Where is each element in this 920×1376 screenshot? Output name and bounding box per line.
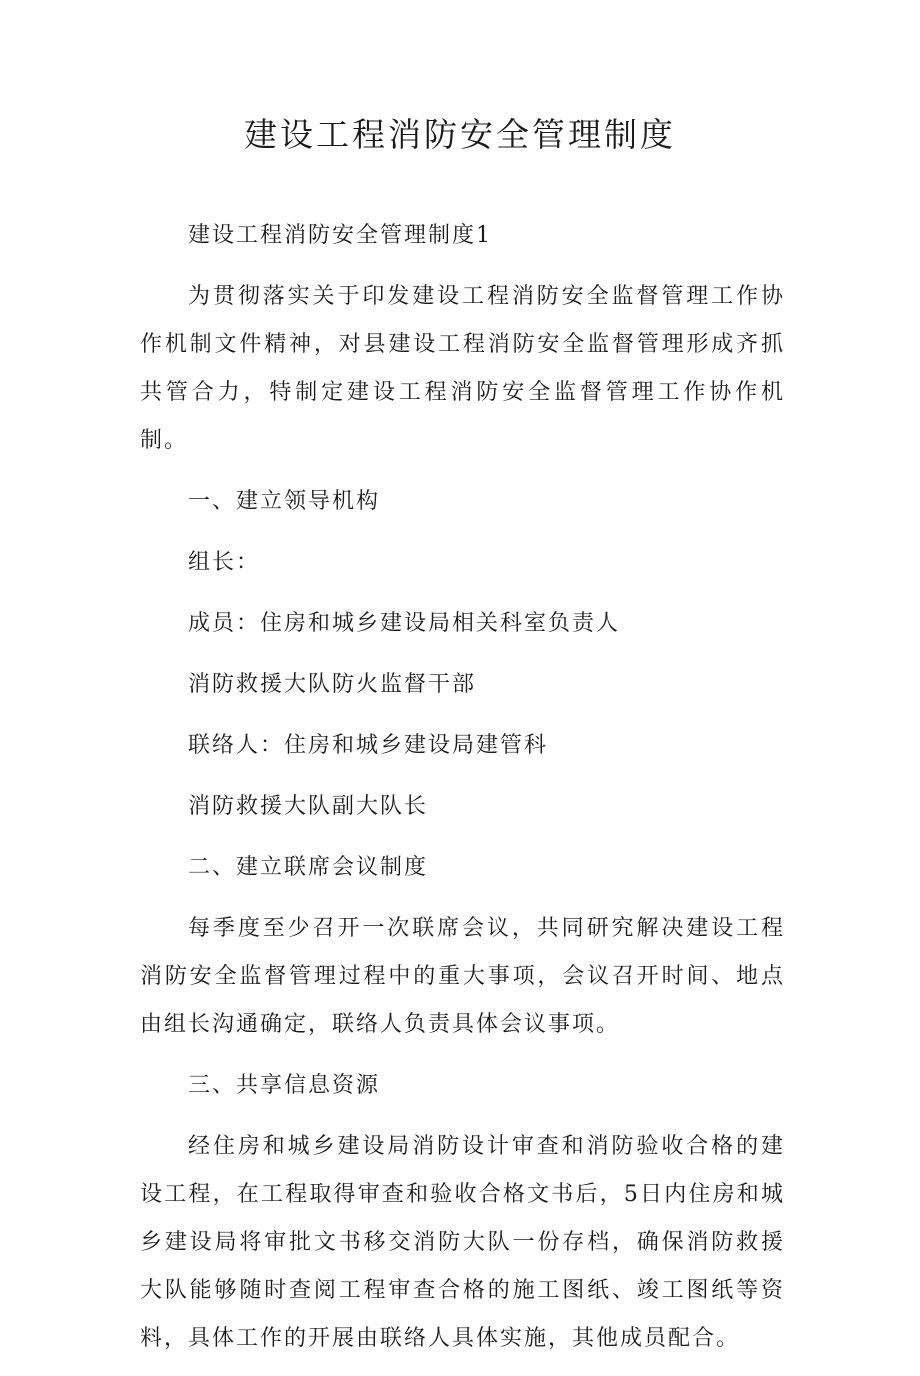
section-heading: 一、建立领导机构	[188, 489, 381, 514]
document-title: 建设工程消防安全管理制度	[244, 115, 676, 154]
section-heading: 建设工程消防安全管理制度1	[188, 223, 492, 248]
document-body	[140, 212, 785, 1376]
list-item: 成员：住房和城乡建设局相关科室负责人	[188, 611, 621, 636]
list-item: 消防救援大队防火监督干部	[188, 672, 477, 697]
list-item: 组长：	[188, 550, 261, 575]
paragraph: 为贯彻落实关于印发建设工程消防安全监督管理工作协作机制文件精神，对县建设工程消防安全监督管理形成齐抓共管合力，特制定建设工程消防安全监督管理工作协作机制。	[140, 284, 785, 453]
section-heading: 二、建立联席会议制度	[188, 855, 429, 880]
paragraph: 每季度至少召开一次联席会议，共同研究解决建设工程消防安全监督管理过程中的重大事项，会议召开时间、地点由组长沟通确定，联络人负责具体会议事项。	[140, 916, 785, 1037]
section-heading: 三、共享信息资源	[188, 1073, 381, 1098]
list-item: 联络人：住房和城乡建设局建管科	[188, 733, 549, 758]
paragraph: 经住房和城乡建设局消防设计审查和消防验收合格的建设工程，在工程取得审查和验收合格文书后，5日内住房和城乡建设局将审批文书移交消防大队一份存档，确保消防救援大队能够随时查阅工程审查合格的施工图纸、竣工图纸等资料，具体工作的开展由联络人具体实施，其他成员配合。	[140, 1134, 785, 1351]
list-item: 消防救援大队副大队长	[188, 794, 429, 819]
